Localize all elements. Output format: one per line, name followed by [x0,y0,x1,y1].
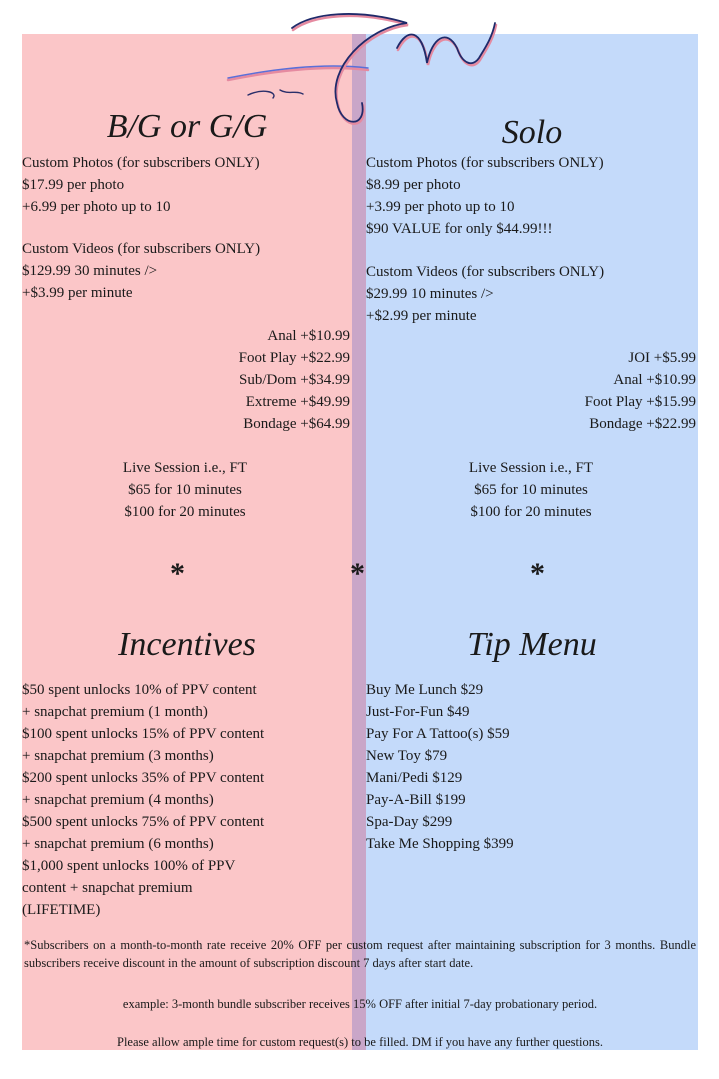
left-videos-block [22,238,352,304]
left-videos-line: $129.99 30 minutes /> [22,263,158,279]
left-photos-line: +6.99 per photo up to 10 [22,199,171,215]
star-left: * [170,557,185,590]
incentive-line: $50 spent unlocks 10% of PPV content [22,682,257,698]
right-photos-line: $90 VALUE for only $44.99!!! [366,221,553,237]
left-heading: B/G or G/G [106,108,268,145]
right-videos-block [366,261,698,327]
right-live-line: $100 for 20 minutes [470,504,592,520]
incentive-line: + snapchat premium (4 months) [22,792,214,808]
tip-menu-item: New Toy $79 [366,748,448,764]
right-heading: Solo [501,114,563,151]
tip-menu-item: Just-For-Fun $49 [366,704,470,720]
incentive-line: $500 spent unlocks 75% of PPV content [22,814,265,830]
left-addon-item: Foot Play +$22.99 [238,350,350,366]
incentive-line: + snapchat premium (1 month) [22,704,208,720]
left-videos-line: +$3.99 per minute [22,285,133,301]
tip-menu-item: Buy Me Lunch $29 [366,682,484,698]
incentive-line: $200 spent unlocks 35% of PPV content [22,770,265,786]
incentive-line: $1,000 spent unlocks 100% of PPV [22,858,236,874]
left-photos-line: Custom Photos (for subscribers ONLY) [22,155,260,171]
right-live-block [446,457,616,523]
left-photos-line: $17.99 per photo [22,177,125,193]
right-live-line: $65 for 10 minutes [474,482,588,498]
incentive-line: content + snapchat premium [22,880,193,896]
star-right: * [530,557,545,590]
footnote-subscriber-discount: *Subscribers on a month-to-month rate receive 20% OFF per custom request after maintaining subscription for 3 months. Bundle subscribers receive discount in the amount of subscription discount 7 days after start date. [24,938,696,970]
incentive-line: (LIFETIME) [22,902,101,918]
right-addon-item: Bondage +$22.99 [589,416,696,432]
right-addon-item: Anal +$10.99 [613,372,696,388]
tip-menu-heading: Tip Menu [467,626,597,663]
incentive-line: + snapchat premium (6 months) [22,836,214,852]
left-live-line: $100 for 20 minutes [124,504,246,520]
left-live-line: Live Session i.e., FT [122,460,248,476]
left-addon-item: Sub/Dom +$34.99 [239,372,350,388]
left-addon-item: Anal +$10.99 [267,328,350,344]
left-live-block [100,457,270,523]
left-videos-line: Custom Videos (for subscribers ONLY) [22,241,261,257]
right-photos-block [366,152,698,240]
footnote-allow-time: Please allow ample time for custom request(s) to be filled. DM if you have any further questions. [117,1035,603,1049]
star-center: * [350,557,365,590]
tip-menu-list [366,679,698,855]
footnote-example: example: 3-month bundle subscriber receives 15% OFF after initial 7-day probationary period. [122,997,598,1011]
left-addons-block [22,325,350,435]
incentive-line: + snapchat premium (3 months) [22,748,214,764]
left-addon-item: Bondage +$64.99 [243,416,350,432]
tip-menu-item: Spa-Day $299 [366,814,453,830]
right-videos-line: +$2.99 per minute [366,308,477,324]
left-live-line: $65 for 10 minutes [128,482,242,498]
center-divider [352,34,366,1050]
right-live-line: Live Session i.e., FT [468,460,594,476]
right-addon-item: Foot Play +$15.99 [584,394,696,410]
incentive-line: $100 spent unlocks 15% of PPV content [22,726,265,742]
right-photos-line: +3.99 per photo up to 10 [366,199,515,215]
right-videos-line: Custom Videos (for subscribers ONLY) [366,264,605,280]
left-photos-block [22,152,352,218]
right-videos-line: $29.99 10 minutes /> [366,286,494,302]
right-photos-line: $8.99 per photo [366,177,461,193]
tip-menu-item: Take Me Shopping $399 [366,836,514,852]
tip-menu-item: Pay For A Tattoo(s) $59 [366,726,510,742]
right-addons-block [366,347,696,435]
incentives-heading: Incentives [118,626,256,663]
left-addon-item: Extreme +$49.99 [245,394,350,410]
tip-menu-item: Pay-A-Bill $199 [366,792,466,808]
right-photos-line: Custom Photos (for subscribers ONLY) [366,155,604,171]
right-addon-item: JOI +$5.99 [628,350,696,366]
incentives-list [22,679,352,921]
tip-menu-item: Mani/Pedi $129 [366,770,463,786]
